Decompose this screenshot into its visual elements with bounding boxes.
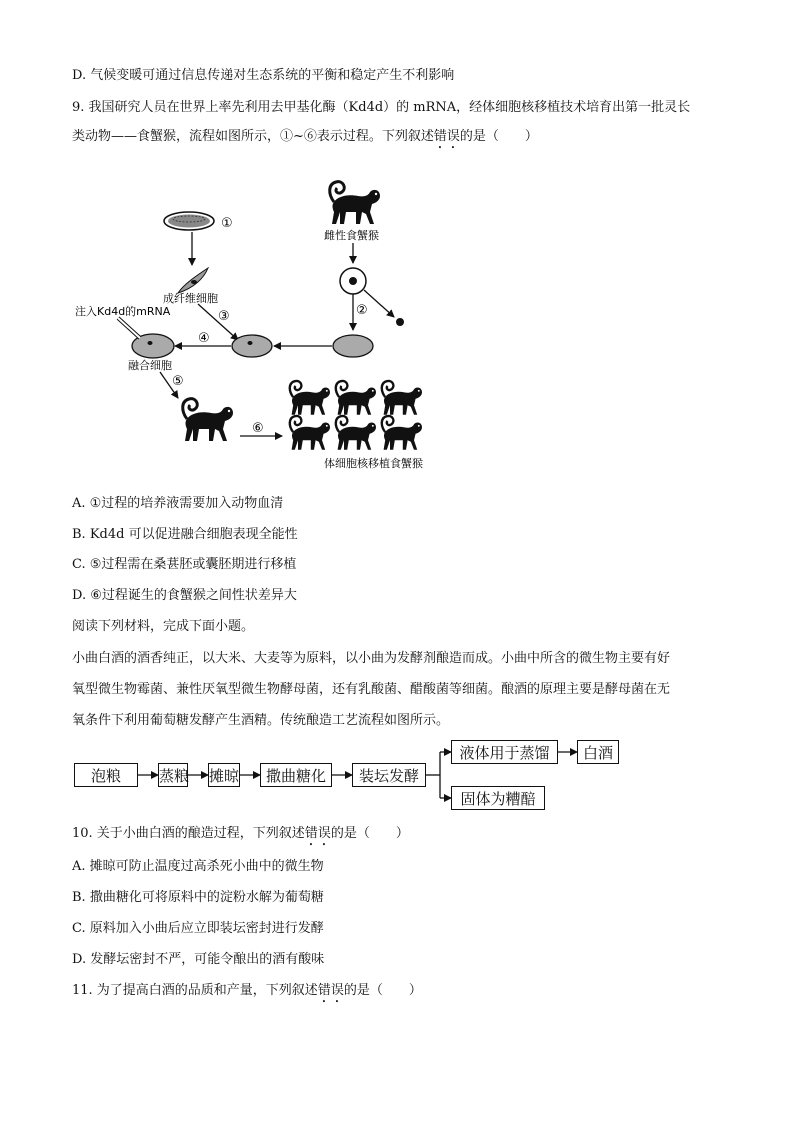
passage-line2: 氧型微生物霉菌、兼性厌氧型微生物酵母菌，还有乳酸菌、醋酸菌等细菌。酿酒的原理主要是酵母菌在无	[72, 682, 671, 697]
step5-label: ⑤	[172, 374, 184, 389]
q9-stem-line1: 9. 我国研究人员在世界上率先利用去甲基化酶（Kd4d）的 mRNA，经体细胞核移植技术培育出第一批灵长	[72, 100, 691, 115]
removed-nucleus-icon	[396, 318, 404, 326]
fibroblast-cell-icon	[178, 268, 208, 293]
q11-stem-emphasis: 错误	[317, 983, 344, 998]
flow-step-ferment: 装坛发酵	[352, 763, 426, 787]
q10-stem-pre: 10. 关于小曲白酒的酿造过程，下列叙述	[72, 826, 305, 841]
q9-option-a: A. ①过程的培养液需要加入动物血清	[72, 496, 284, 511]
step1-label: ①	[221, 216, 233, 231]
q11-stem	[72, 981, 422, 1006]
q10-option-a: A. 摊晾可防止温度过高杀死小曲中的微生物	[72, 859, 324, 874]
flow-branch-liquid: 液体用于蒸馏	[451, 740, 558, 764]
q9-stem-emphasis: 错误	[433, 129, 460, 144]
q10-option-b: B. 撒曲糖化可将原料中的淀粉水解为葡萄糖	[72, 890, 324, 905]
step6-label: ⑥	[252, 421, 264, 436]
flow-step-steam: 蒸粮	[158, 763, 188, 787]
passage-line3: 氧条件下利用葡萄糖发酵产生酒精。传统酿造工艺流程如图所示。	[72, 713, 450, 728]
q9-stem-post: 的是（ ）	[459, 129, 538, 144]
step2-label: ②	[356, 303, 368, 318]
recombined-cell-icon	[232, 335, 272, 357]
step3-label: ③	[218, 309, 230, 324]
fused-cell-label: 融合细胞	[128, 359, 172, 372]
flow-step-cool: 摊晾	[208, 763, 240, 787]
fibroblast-label: 成纤维细胞	[163, 292, 218, 305]
q9-option-b: B. Kd4d 可以促进融合细胞表现全能性	[72, 527, 298, 542]
female-monkey-label: 雌性食蟹猴	[324, 229, 379, 242]
q9-option-c: C. ⑤过程需在桑葚胚或囊胚期进行移植	[72, 557, 297, 572]
flow-branch-solid: 固体为糟醅	[451, 786, 545, 810]
passage-line1: 小曲白酒的酒香纯正，以大米、大麦等为原料，以小曲为发酵剂酿造而成。小曲中所含的微生物主要有好	[72, 651, 671, 666]
q10-stem	[72, 824, 409, 849]
arrow-nucleus-removal	[364, 290, 394, 317]
injection-needle-icon	[118, 318, 140, 338]
q10-stem-post: 的是（ ）	[330, 826, 409, 841]
surrogate-monkey-icon	[183, 399, 233, 441]
flow-step-soak: 泡粮	[74, 763, 138, 787]
flow-step-saccharify: 撒曲糖化	[260, 763, 332, 787]
petri-dish-icon	[164, 212, 214, 230]
cloned-monkeys-label: 体细胞核移植食蟹猴	[324, 457, 423, 470]
q10-option-d: D. 发酵坛密封不严，可能令酿出的酒有酸味	[72, 952, 325, 967]
q11-stem-pre: 11. 为了提高白酒的品质和产量，下列叙述	[72, 983, 318, 998]
step4-label: ④	[198, 331, 210, 346]
female-monkey-icon	[330, 182, 380, 224]
q9-option-d: D. ⑥过程诞生的食蟹猴之间性状差异大	[72, 588, 297, 603]
cloned-monkeys-icon	[290, 381, 422, 450]
q9-stem-pre: 类动物——食蟹猴，流程如图所示，①~⑥表示过程。下列叙述	[72, 129, 434, 144]
q11-stem-post: 的是（ ）	[343, 983, 422, 998]
oocyte-icon	[340, 268, 366, 294]
enucleated-oocyte-icon	[333, 335, 373, 357]
flow-product-liquor: 白酒	[577, 740, 619, 764]
q10-stem-emphasis: 错误	[304, 826, 331, 841]
prev-option-d: D. 气候变暖可通过信息传递对生态系统的平衡和稳定产生不利影响	[72, 68, 455, 83]
q10-option-c: C. 原料加入小曲后应立即装坛密封进行发酵	[72, 921, 324, 936]
inject-mrna-label: 注入Kd4d的mRNA	[75, 305, 171, 318]
reading-instruction: 阅读下列材料，完成下面小题。	[72, 619, 255, 634]
